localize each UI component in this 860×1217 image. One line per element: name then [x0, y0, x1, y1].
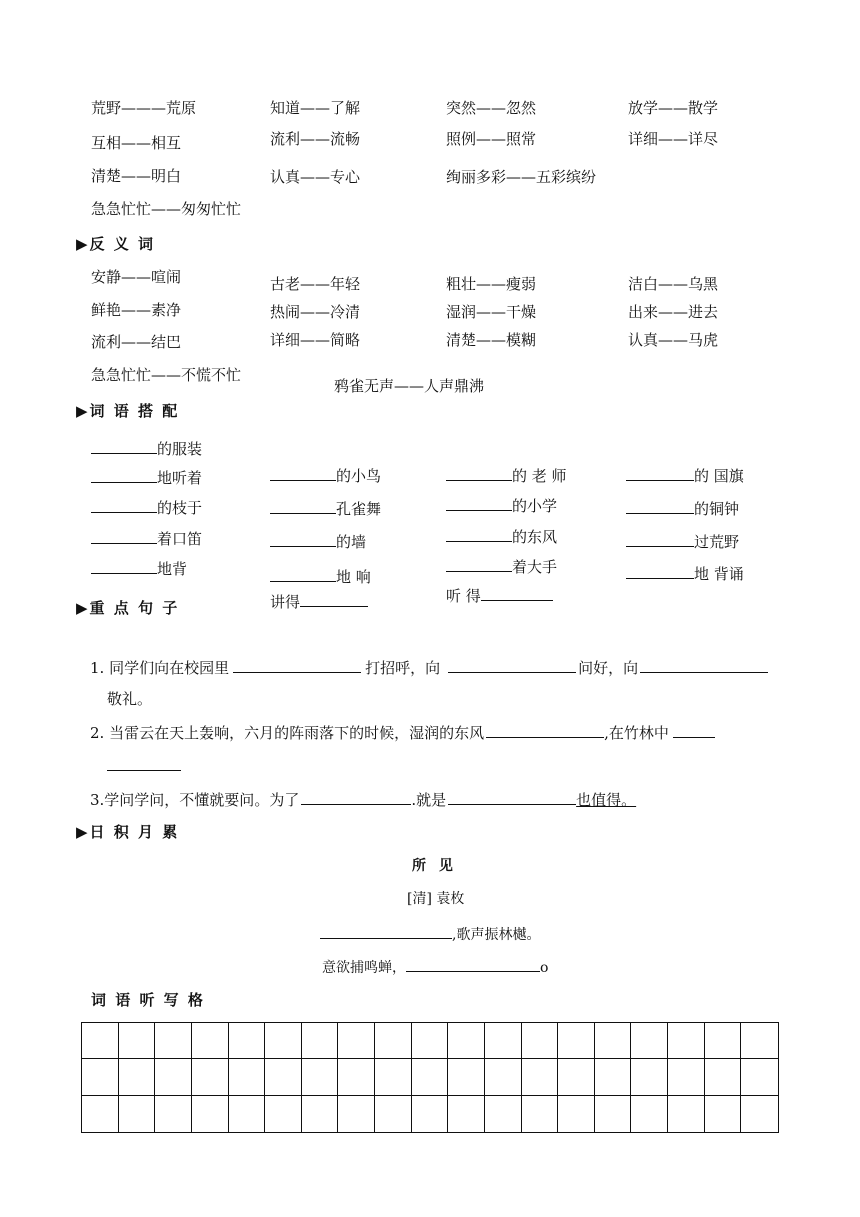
collocation-item: 地 背诵 — [626, 564, 744, 583]
dictation-cell[interactable] — [338, 1023, 375, 1059]
dictation-cell[interactable] — [448, 1096, 485, 1132]
collocation-item: 的东风 — [446, 527, 557, 546]
collocation-item: 的小鸟 — [270, 466, 381, 485]
collocation-item: 的铜钟 — [626, 499, 739, 518]
dictation-cell[interactable] — [338, 1096, 375, 1132]
dictation-cell[interactable] — [119, 1059, 156, 1095]
dictation-cell[interactable] — [705, 1096, 742, 1132]
collocation-item: 听 得 — [446, 586, 553, 605]
dictation-cell[interactable] — [229, 1023, 266, 1059]
dictation-cell[interactable] — [595, 1096, 632, 1132]
dictation-cell[interactable] — [668, 1059, 705, 1095]
synonym-item: 互相——相互 — [91, 134, 182, 152]
dictation-cell[interactable] — [82, 1023, 119, 1059]
collocation-item: 地背 — [91, 559, 187, 578]
dictation-cell[interactable] — [485, 1096, 522, 1132]
dictation-cell[interactable] — [412, 1023, 449, 1059]
dictation-heading: 词 语 听 写 格 — [91, 991, 205, 1009]
poem-line-1: ,歌声振林樾。 — [320, 924, 540, 944]
collocation-item: 的墙 — [270, 532, 366, 551]
dictation-cell[interactable] — [631, 1096, 668, 1132]
dictation-cell[interactable] — [558, 1059, 595, 1095]
dictation-cell[interactable] — [302, 1023, 339, 1059]
collocation-item: 的小学 — [446, 496, 557, 515]
dictation-cell[interactable] — [375, 1023, 412, 1059]
dictation-cell[interactable] — [558, 1096, 595, 1132]
dictation-cell[interactable] — [741, 1023, 778, 1059]
collocation-heading: ▶词 语 搭 配 — [76, 402, 180, 420]
collocation-item: 过荒野 — [626, 532, 739, 551]
synonym-item: 知道——了解 — [270, 99, 361, 117]
antonym-item: 流利——结巴 — [91, 333, 182, 351]
collocation-item: 讲得 — [270, 592, 368, 611]
dictation-cell[interactable] — [448, 1023, 485, 1059]
collocation-item: 的 老 师 — [446, 466, 567, 485]
synonym-item: 放学——散学 — [628, 99, 719, 117]
dictation-cell[interactable] — [82, 1059, 119, 1095]
dictation-cell[interactable] — [155, 1059, 192, 1095]
sentence-1-end: 敬礼。 — [107, 690, 153, 708]
synonym-item: 突然——忽然 — [446, 99, 537, 117]
dictation-cell[interactable] — [412, 1096, 449, 1132]
sentence-1: 1. 同学们向在校园里 打招呼，向 问好，向 — [90, 658, 768, 677]
synonym-item: 荒野———荒原 — [91, 99, 197, 117]
dictation-cell[interactable] — [705, 1023, 742, 1059]
dictation-cell[interactable] — [631, 1023, 668, 1059]
antonym-item: 热闹——冷清 — [270, 303, 361, 321]
synonym-item: 急急忙忙——匆匆忙忙 — [91, 200, 242, 218]
collocation-item: 着大手 — [446, 557, 557, 576]
collocation-item: 的服装 — [91, 439, 202, 458]
synonym-item: 照例——照常 — [446, 130, 537, 148]
dictation-cell[interactable] — [741, 1096, 778, 1132]
antonym-item: 古老——年轻 — [270, 275, 361, 293]
sentence-2-blank-continued — [107, 770, 181, 771]
dictation-cell[interactable] — [741, 1059, 778, 1095]
dictation-cell[interactable] — [558, 1023, 595, 1059]
collocation-item: 的 国旗 — [626, 466, 744, 485]
sentence-2: 2. 当雷云在天上轰响，六月的阵雨落下的时候，湿润的东风 ,在竹林中 — [90, 723, 715, 742]
collocation-item: 着口笛 — [91, 529, 202, 548]
dictation-cell[interactable] — [522, 1059, 559, 1095]
collocation-item: 地听着 — [91, 468, 202, 487]
dictation-cell[interactable] — [265, 1059, 302, 1095]
accumulation-heading: ▶日 积 月 累 — [76, 823, 180, 841]
dictation-grid — [81, 1022, 779, 1133]
dictation-cell[interactable] — [229, 1096, 266, 1132]
dictation-cell[interactable] — [412, 1059, 449, 1095]
dictation-cell[interactable] — [668, 1023, 705, 1059]
antonyms-heading: ▶反 义 词 — [76, 235, 155, 253]
dictation-cell[interactable] — [448, 1059, 485, 1095]
antonym-item: 鲜艳——素净 — [91, 301, 182, 319]
dictation-cell[interactable] — [522, 1096, 559, 1132]
dictation-cell[interactable] — [265, 1023, 302, 1059]
antonym-item: 认真——马虎 — [628, 331, 719, 349]
sentence-3: 3.学问学问，不懂就要问。为了 .就是 也值得。 — [90, 791, 637, 809]
antonym-item: 详细——简略 — [270, 331, 361, 349]
dictation-cell[interactable] — [265, 1096, 302, 1132]
antonym-item: 出来——进去 — [628, 303, 719, 321]
synonym-item: 流利——流畅 — [270, 130, 361, 148]
dictation-cell[interactable] — [705, 1059, 742, 1095]
dictation-cell[interactable] — [119, 1096, 156, 1132]
collocation-item: 孔雀舞 — [270, 499, 381, 518]
dictation-cell[interactable] — [302, 1059, 339, 1095]
poem-author: [清] 袁枚 — [407, 891, 465, 907]
dictation-cell[interactable] — [155, 1096, 192, 1132]
synonym-item: 详细——详尽 — [628, 130, 719, 148]
dictation-cell[interactable] — [595, 1059, 632, 1095]
antonym-item: 鸦雀无声——人声鼎沸 — [334, 377, 485, 395]
dictation-cell[interactable] — [119, 1023, 156, 1059]
synonym-item: 绚丽多彩——五彩缤纷 — [446, 168, 597, 186]
dictation-cell[interactable] — [229, 1059, 266, 1095]
dictation-cell[interactable] — [302, 1096, 339, 1132]
dictation-cell[interactable] — [668, 1096, 705, 1132]
collocation-item: 的枝于 — [91, 498, 202, 517]
dictation-cell[interactable] — [522, 1023, 559, 1059]
dictation-cell[interactable] — [631, 1059, 668, 1095]
dictation-cell[interactable] — [375, 1096, 412, 1132]
antonym-item: 粗壮——瘦弱 — [446, 275, 537, 293]
antonym-item: 清楚——模糊 — [446, 331, 537, 349]
key-sentences-heading: ▶重 点 句 子 — [76, 599, 180, 617]
dictation-cell[interactable] — [155, 1023, 192, 1059]
antonym-item: 湿润——干燥 — [446, 303, 537, 321]
dictation-cell[interactable] — [595, 1023, 632, 1059]
antonym-item: 洁白——乌黑 — [628, 275, 719, 293]
dictation-cell[interactable] — [375, 1059, 412, 1095]
dictation-cell[interactable] — [192, 1096, 229, 1132]
poem-line-2: 意欲捕鸣蝉， o — [322, 957, 548, 977]
dictation-cell[interactable] — [192, 1023, 229, 1059]
synonym-item: 清楚——明白 — [91, 167, 182, 185]
dictation-cell[interactable] — [82, 1096, 119, 1132]
dictation-cell[interactable] — [192, 1059, 229, 1095]
collocation-item: 地 响 — [270, 567, 371, 586]
poem-title: 所 见 — [412, 858, 457, 874]
antonym-item: 安静——喧闹 — [91, 268, 182, 286]
antonym-item: 急急忙忙——不慌不忙 — [91, 366, 242, 384]
dictation-cell[interactable] — [485, 1059, 522, 1095]
dictation-cell[interactable] — [338, 1059, 375, 1095]
dictation-cell[interactable] — [485, 1023, 522, 1059]
synonym-item: 认真——专心 — [270, 168, 361, 186]
